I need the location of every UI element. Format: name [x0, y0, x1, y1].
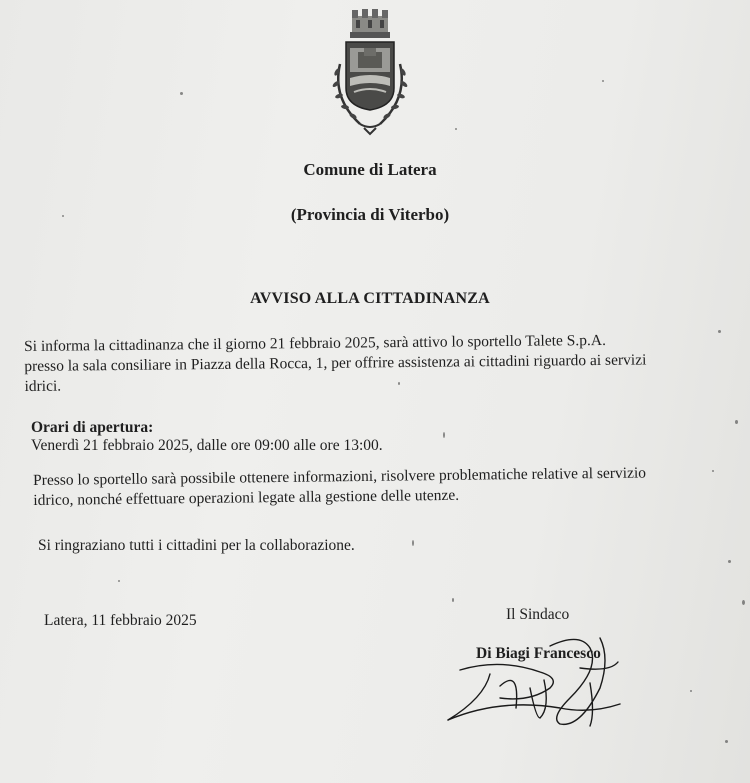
place-and-date: Latera, 11 febbraio 2025 [44, 612, 197, 629]
intro-line: Si informa la cittadinanza che il giorno 21 febbraio 2025, sarà attivo lo sportello Talete S.p.A. [24, 331, 607, 355]
mayor-name: Di Biagi Francesco [476, 645, 601, 662]
paper-speck [728, 560, 731, 563]
paper-speck [180, 92, 183, 95]
paper-speck [742, 600, 745, 605]
paper-speck [118, 580, 120, 582]
paper-speck [690, 690, 692, 692]
paper-speck [443, 432, 445, 438]
opening-hours-label: Orari di apertura: [31, 419, 154, 436]
paper-speck [412, 540, 414, 546]
paper-speck [602, 80, 604, 82]
handwritten-signature [440, 628, 640, 733]
paper-speck [452, 598, 454, 602]
intro-line: presso la sala consiliare in Piazza della Rocca, 1, per offrire assistenza ai cittadini riguardo ai servizi [24, 351, 647, 375]
services-line: idrico, nonché effettuare operazioni legate alla gestione delle utenze. [33, 486, 460, 509]
intro-paragraph [24, 330, 730, 397]
municipal-coat-of-arms-icon [326, 6, 414, 138]
paper-speck [725, 740, 728, 743]
municipality-name: Comune di Latera [303, 160, 437, 179]
services-line: Presso lo sportello sarà possibile ottenere informazioni, risolvere problematiche relative al servizio [33, 464, 647, 489]
thanks-text: Si ringraziano tutti i cittadini per la collaborazione. [38, 537, 355, 554]
province-name: (Provincia di Viterbo) [290, 205, 450, 224]
intro-line: idrici. [24, 377, 62, 395]
opening-hours-text: Venerdì 21 febbraio 2025, dalle ore 09:00 alle ore 13:00. [31, 437, 383, 454]
notice-title: AVVISO ALLA CITTADINANZA [250, 290, 490, 307]
mayor-title: Il Sindaco [506, 606, 570, 623]
paper-speck [735, 420, 738, 424]
paper-speck [455, 128, 457, 130]
services-paragraph [33, 463, 723, 511]
